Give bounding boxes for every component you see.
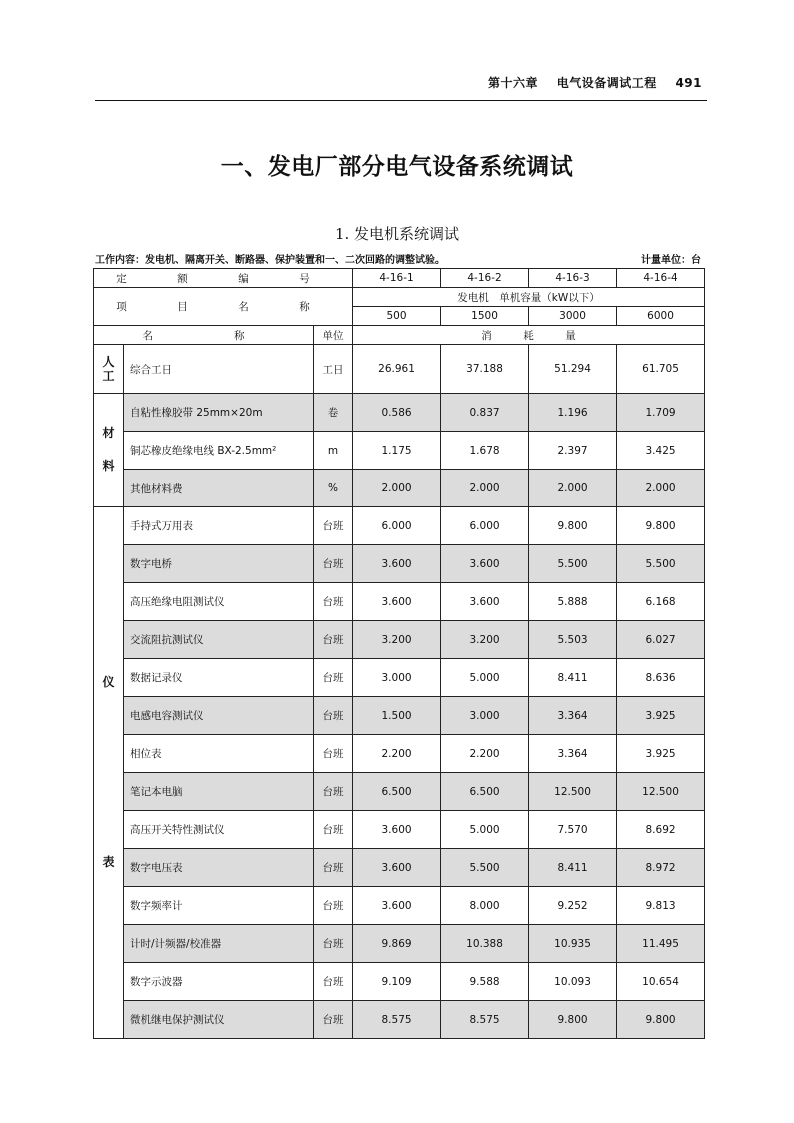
item-value: 3.000	[441, 697, 529, 735]
item-name: 电感电容测试仪	[124, 697, 314, 735]
item-value: 0.837	[441, 394, 529, 432]
item-value: 8.411	[529, 849, 617, 887]
name-header: 名 称	[94, 326, 314, 345]
item-value: 1.175	[353, 432, 441, 470]
item-value: 61.705	[617, 345, 705, 394]
table-row	[94, 849, 705, 887]
item-value: 3.364	[529, 735, 617, 773]
item-unit: 台班	[314, 849, 353, 887]
item-unit: m	[314, 432, 353, 470]
item-value: 5.500	[529, 545, 617, 583]
item-value: 9.252	[529, 887, 617, 925]
table-row	[94, 432, 705, 470]
item-value: 8.972	[617, 849, 705, 887]
item-value: 0.586	[353, 394, 441, 432]
item-unit: %	[314, 470, 353, 507]
item-value: 6.500	[353, 773, 441, 811]
item-value: 8.411	[529, 659, 617, 697]
consumption-header: 消 耗 量	[353, 326, 705, 345]
item-unit: 台班	[314, 811, 353, 849]
table-row	[94, 507, 705, 545]
item-value: 3.600	[441, 583, 529, 621]
quota-code: 4-16-3	[529, 269, 617, 288]
item-unit: 台班	[314, 1001, 353, 1039]
item-value: 3.600	[441, 545, 529, 583]
item-value: 6.000	[353, 507, 441, 545]
item-value: 10.935	[529, 925, 617, 963]
item-value: 6.168	[617, 583, 705, 621]
item-name: 数字频率计	[124, 887, 314, 925]
item-name: 数字电桥	[124, 545, 314, 583]
item-value: 3.000	[353, 659, 441, 697]
quota-table	[93, 268, 705, 1039]
chapter-number: 第十六章	[488, 76, 539, 90]
item-value: 2.200	[353, 735, 441, 773]
item-value: 1.500	[353, 697, 441, 735]
item-value: 8.575	[353, 1001, 441, 1039]
table-row	[94, 470, 705, 507]
item-value: 12.500	[529, 773, 617, 811]
item-label: 项 目 名 称	[94, 288, 353, 326]
table-row	[94, 621, 705, 659]
quota-code: 4-16-1	[353, 269, 441, 288]
item-value: 5.000	[441, 659, 529, 697]
item-unit: 台班	[314, 773, 353, 811]
item-value: 3.600	[353, 545, 441, 583]
category-char: 表	[102, 854, 115, 869]
category-char: 材	[102, 425, 115, 440]
item-value: 51.294	[529, 345, 617, 394]
item-name: 相位表	[124, 735, 314, 773]
item-value: 8.636	[617, 659, 705, 697]
capacity-value: 3000	[529, 307, 617, 326]
capacity-value: 1500	[441, 307, 529, 326]
table-row	[94, 773, 705, 811]
table-row	[94, 811, 705, 849]
item-value: 8.575	[441, 1001, 529, 1039]
capacity-value: 500	[353, 307, 441, 326]
item-value: 10.388	[441, 925, 529, 963]
item-unit: 台班	[314, 583, 353, 621]
item-value: 6.000	[441, 507, 529, 545]
table-row	[94, 394, 705, 432]
category-materials	[94, 394, 124, 507]
item-name: 微机继电保护测试仪	[124, 1001, 314, 1039]
item-unit: 台班	[314, 621, 353, 659]
item-name: 高压开关特性测试仪	[124, 811, 314, 849]
item-value: 10.093	[529, 963, 617, 1001]
item-value: 3.600	[353, 887, 441, 925]
item-unit: 台班	[314, 545, 353, 583]
table-row	[94, 1001, 705, 1039]
item-value: 2.000	[617, 470, 705, 507]
table-row	[94, 963, 705, 1001]
item-value: 9.813	[617, 887, 705, 925]
item-value: 1.678	[441, 432, 529, 470]
item-name: 数字示波器	[124, 963, 314, 1001]
item-value: 5.000	[441, 811, 529, 849]
item-value: 3.200	[441, 621, 529, 659]
table-row	[94, 735, 705, 773]
item-unit: 台班	[314, 963, 353, 1001]
item-unit: 工日	[314, 345, 353, 394]
item-value: 9.800	[529, 507, 617, 545]
item-unit: 台班	[314, 925, 353, 963]
item-value: 3.200	[353, 621, 441, 659]
item-value: 3.925	[617, 697, 705, 735]
capacity-label: 发电机 单机容量（kW以下）	[353, 288, 705, 307]
item-value: 8.692	[617, 811, 705, 849]
page-number: 491	[675, 76, 702, 90]
item-value: 5.500	[441, 849, 529, 887]
item-unit: 台班	[314, 735, 353, 773]
item-value: 3.364	[529, 697, 617, 735]
item-name: 自粘性橡胶带 25mm×20m	[124, 394, 314, 432]
item-unit: 台班	[314, 697, 353, 735]
item-name: 高压绝缘电阻测试仪	[124, 583, 314, 621]
table-row	[94, 545, 705, 583]
quota-label: 定 额 编 号	[94, 269, 353, 288]
item-value: 2.000	[353, 470, 441, 507]
quota-code-row	[94, 269, 705, 288]
item-value: 3.925	[617, 735, 705, 773]
item-value: 9.800	[617, 507, 705, 545]
item-name: 手持式万用表	[124, 507, 314, 545]
item-value: 6.500	[441, 773, 529, 811]
quota-code: 4-16-4	[617, 269, 705, 288]
item-value: 2.200	[441, 735, 529, 773]
item-value: 5.500	[617, 545, 705, 583]
table-row	[94, 583, 705, 621]
item-value: 6.027	[617, 621, 705, 659]
category-labor: 人工	[94, 345, 124, 394]
item-value: 2.397	[529, 432, 617, 470]
item-value: 9.109	[353, 963, 441, 1001]
item-name: 笔记本电脑	[124, 773, 314, 811]
work-content: 工作内容：发电机、隔离开关、断路器、保护装置和一、二次回路的调整试验。	[95, 255, 445, 266]
category-char: 料	[102, 459, 115, 473]
item-name: 其他材料费	[124, 470, 314, 507]
item-value: 26.961	[353, 345, 441, 394]
item-value: 8.000	[441, 887, 529, 925]
item-name: 计时/计频器/校准器	[124, 925, 314, 963]
unit-header: 单位	[314, 326, 353, 345]
item-name: 数据记录仪	[124, 659, 314, 697]
capacity-value: 6000	[617, 307, 705, 326]
item-value: 5.888	[529, 583, 617, 621]
item-value: 7.570	[529, 811, 617, 849]
item-value: 2.000	[529, 470, 617, 507]
item-value: 9.869	[353, 925, 441, 963]
item-name: 铜芯橡皮绝缘电线 BX-2.5mm²	[124, 432, 314, 470]
table-row	[94, 697, 705, 735]
capacity-label-row	[94, 288, 705, 307]
item-value: 12.500	[617, 773, 705, 811]
item-unit: 台班	[314, 887, 353, 925]
item-value: 2.000	[441, 470, 529, 507]
header-rule	[95, 100, 707, 101]
item-value: 1.196	[529, 394, 617, 432]
item-unit: 台班	[314, 659, 353, 697]
table-row	[94, 887, 705, 925]
table-row	[94, 925, 705, 963]
work-content-line	[95, 251, 707, 266]
item-value: 3.600	[353, 583, 441, 621]
item-name: 综合工日	[124, 345, 314, 394]
item-value: 1.709	[617, 394, 705, 432]
category-char: 仪	[102, 675, 115, 690]
item-value: 10.654	[617, 963, 705, 1001]
item-value: 9.588	[441, 963, 529, 1001]
section-title: 一、发电厂部分电气设备系统调试	[220, 154, 574, 180]
item-value: 5.503	[529, 621, 617, 659]
column-header-row	[94, 326, 705, 345]
subsection-title: 1. 发电机系统调试	[334, 225, 460, 243]
item-value: 9.800	[617, 1001, 705, 1039]
running-header	[95, 74, 702, 94]
item-name: 交流阻抗测试仪	[124, 621, 314, 659]
item-value: 11.495	[617, 925, 705, 963]
item-unit: 卷	[314, 394, 353, 432]
item-value: 37.188	[441, 345, 529, 394]
quota-code: 4-16-2	[441, 269, 529, 288]
item-value: 3.600	[353, 849, 441, 887]
item-value: 3.600	[353, 811, 441, 849]
table-row	[94, 659, 705, 697]
chapter-title: 电气设备调试工程	[556, 76, 657, 90]
category-instruments	[94, 507, 124, 1039]
table-row	[94, 345, 705, 394]
item-name: 数字电压表	[124, 849, 314, 887]
item-value: 3.425	[617, 432, 705, 470]
item-unit: 台班	[314, 507, 353, 545]
unit-label: 计量单位：台	[641, 255, 701, 266]
item-value: 9.800	[529, 1001, 617, 1039]
